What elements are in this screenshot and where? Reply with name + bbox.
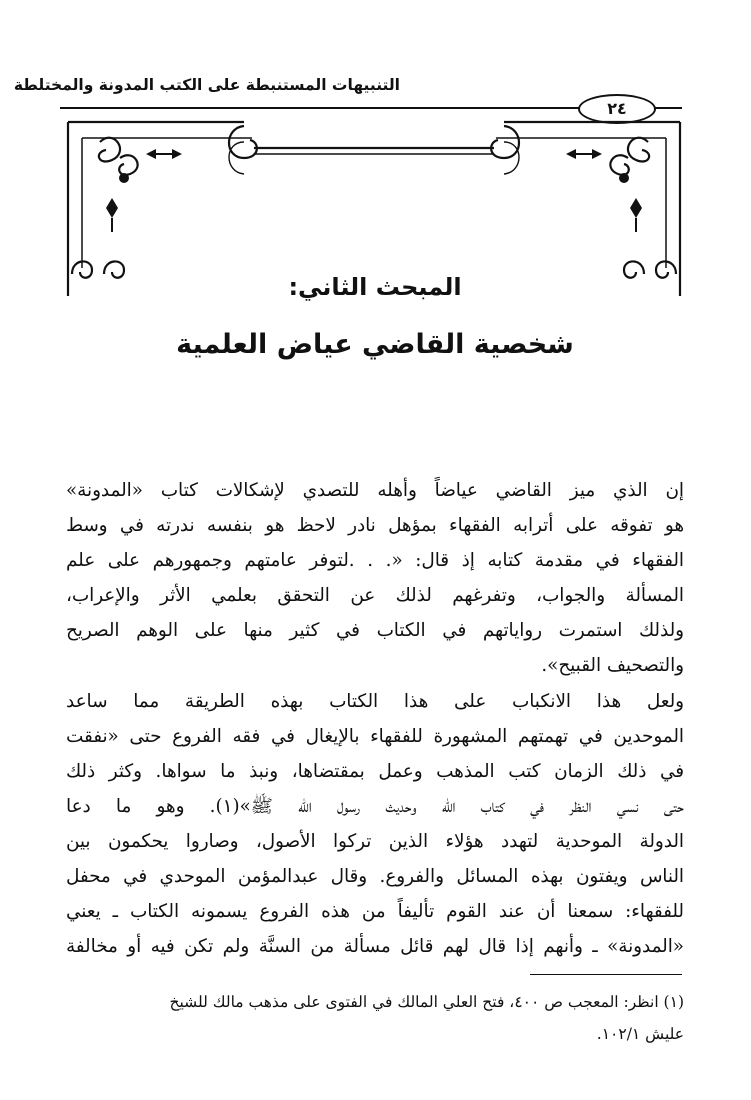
paragraph-line: «المدونة» ـ وأنهم إذا قال لهم قائل مسألة من السنَّة ولم تكن فيه أو مخالفة bbox=[66, 936, 684, 957]
section-title: شخصية القاضي عياض العلمية bbox=[176, 329, 574, 360]
paragraph-line: هو تفوقه على أترابه الفقهاء بمؤهل نادر لاحظ هو بنفسه ندرته في وسط bbox=[66, 515, 684, 536]
page-number: ٢٤ bbox=[578, 94, 656, 124]
paragraph-line: المسألة والجواب، وتفرغهم لذلك عن التحقق بعلمي الأثر والإعراب، bbox=[66, 585, 684, 606]
fleuron-right bbox=[630, 198, 642, 218]
paragraph-line: إن الذي ميز القاضي عياضاً وأهله للتصدي لإشكالات كتاب «المدونة» bbox=[66, 480, 684, 501]
paragraph-line: في ذلك الزمان كتب المذهب وعمل بمقتضاها، ونبذ ما سواها. وكثر ذلك bbox=[66, 761, 684, 782]
paragraph-1 bbox=[66, 473, 684, 683]
paragraph-line: الفقهاء في مقدمة كتابه إذ قال: «. . .لتوفر عامتهم وجمهورهم على علم bbox=[66, 550, 684, 571]
footnote-line: (١) انظر: المعجب ص ٤٠٠، فتح العلي المالك في الفتوى على مذهب مالك للشيخ bbox=[169, 993, 684, 1011]
paragraph-2 bbox=[66, 684, 684, 964]
paragraph-line: الدولة الموحدية لتهدد هؤلاء الذين تركوا الأصول، وصاروا يحكمون بين bbox=[66, 831, 684, 852]
paragraph-line: والتصحيف القبيح». bbox=[541, 655, 684, 676]
section-label: المبحث الثاني: bbox=[288, 273, 462, 301]
arrow-right-1 bbox=[592, 149, 602, 159]
footnote bbox=[66, 986, 684, 1050]
footnote-line: عليش ١٠٢/١. bbox=[596, 1025, 684, 1043]
paragraph-line: حتى نسي النظر في كتاب الله وحديث رسول الله ﷺ»(١). وهو ما دعا bbox=[66, 796, 684, 817]
arrow-left-1 bbox=[146, 149, 156, 159]
footnote-rule bbox=[530, 974, 682, 975]
running-title: التنبيهات المستنبطة على الكتب المدونة والمختلطة bbox=[13, 76, 400, 94]
paragraph-line: ولعل هذا الانكباب على هذا الكتاب بهذه الطريقة مما ساعد bbox=[66, 691, 684, 712]
knot-right bbox=[628, 138, 649, 162]
knot-left bbox=[99, 138, 120, 162]
fleuron-left bbox=[106, 198, 118, 218]
paragraph-line: ولذلك استمرت رواياتهم في الكتاب في كثير منها على الوهم الصريح bbox=[66, 620, 684, 641]
ornamental-frame bbox=[64, 118, 684, 298]
paragraph-line: الناس ويفتون بهذه المسائل والفروع. وقال عبدالمؤمن الموحدي في محفل bbox=[66, 866, 684, 887]
paragraph-line: الموحدين في تهمتهم المشهورة للفقهاء بالإيغال في فقه الفروع حتى «نفقت bbox=[66, 726, 684, 747]
paragraph-line: للفقهاء: سمعنا أن عند القوم تأليفاً من هذه الفروع يسمونه الكتاب ـ يعني bbox=[66, 901, 684, 922]
